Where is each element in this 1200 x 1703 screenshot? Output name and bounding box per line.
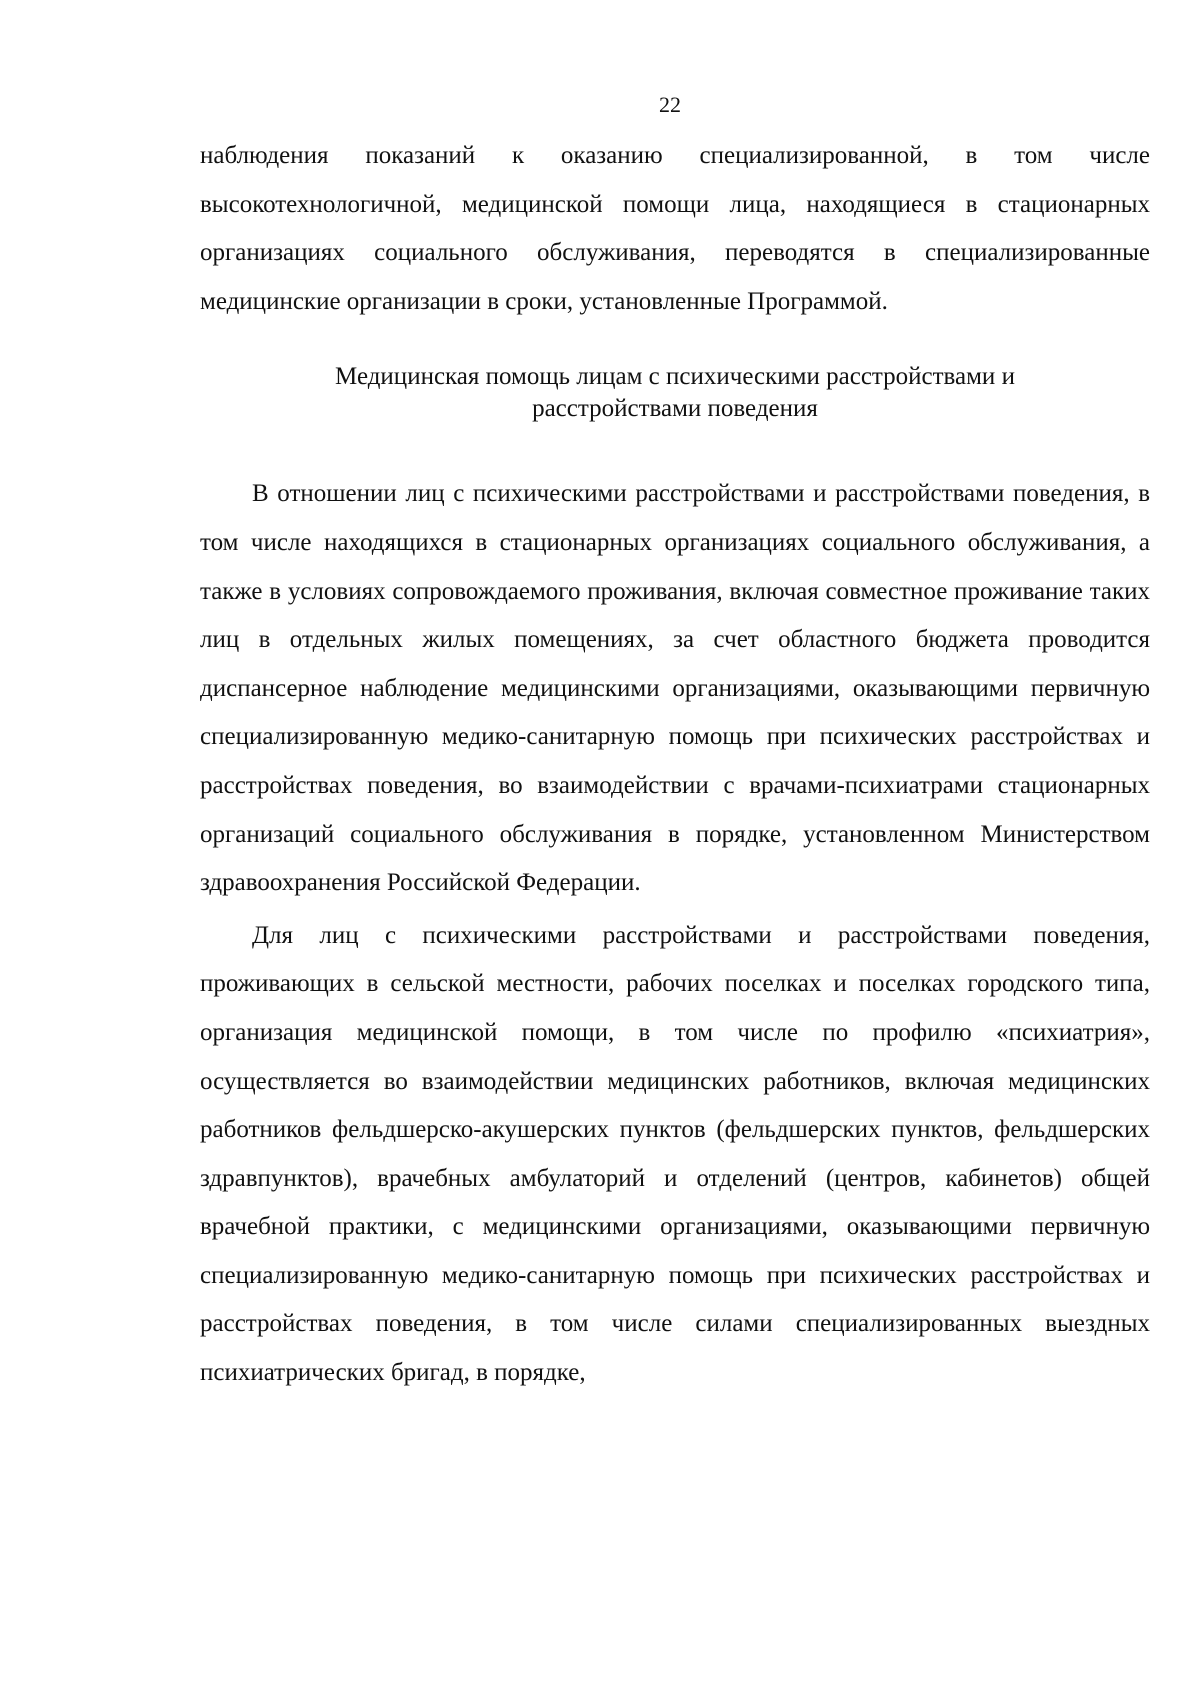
section-heading-line-1: Медицинская помощь лицам с психическими расстройствами и xyxy=(335,363,1015,391)
section-heading-line-2: расстройствами поведения xyxy=(532,395,818,423)
paragraph-rural-psychiatric-care: Для лиц с психическими расстройствами и расстройствами поведения, проживающих в сельской местности, рабочих поселках и поселках городского типа, организация медицинской помощи, в том числе по профилю «психиатрия», осуществляется во взаимодействии медицинских работников, включая медицинских работников фельдшерско-акушерских пунктов (фельдшерских пунктов, фельдшерских здравпунктов), врачебных амбулаторий и отделений (центров, кабинетов) общей врачебной практики, с медицинскими организациями, оказывающими первичную специализированную медико-санитарную помощь при психических расстройствах и расстройствах поведения, в том числе силами специализированных выездных психиатрических бригад, в порядке, xyxy=(200,921,1150,1387)
section-heading xyxy=(200,361,1150,425)
intro-paragraph: наблюдения показаний к оказанию специализированной, в том числе высокотехнологичной, медицинской помощи лица, находящиеся в стационарных организациях социального обслуживания, переводятся в специализированные медицинские организации в сроки, установленные Программой. xyxy=(200,142,1150,315)
paragraph-psychiatric-dispensary: В отношении лиц с психическими расстройствами и расстройствами поведения, в том числе находящихся в стационарных организациях социального обслуживания, а также в условиях сопровождаемого проживания, включая совместное проживание таких лиц в отдельных жилых помещениях, за счет областного бюджета проводится диспансерное наблюдение медицинскими организациями, оказывающими первичную специализированную медико-санитарную помощь при психических расстройствах и расстройствах поведения, во взаимодействии с врачами-психиатрами стационарных организаций социального обслуживания в порядке, установленном Министерством здравоохранения Российской Федерации. xyxy=(200,480,1150,897)
document-body xyxy=(200,132,1150,1398)
page-number: 22 xyxy=(659,92,681,117)
